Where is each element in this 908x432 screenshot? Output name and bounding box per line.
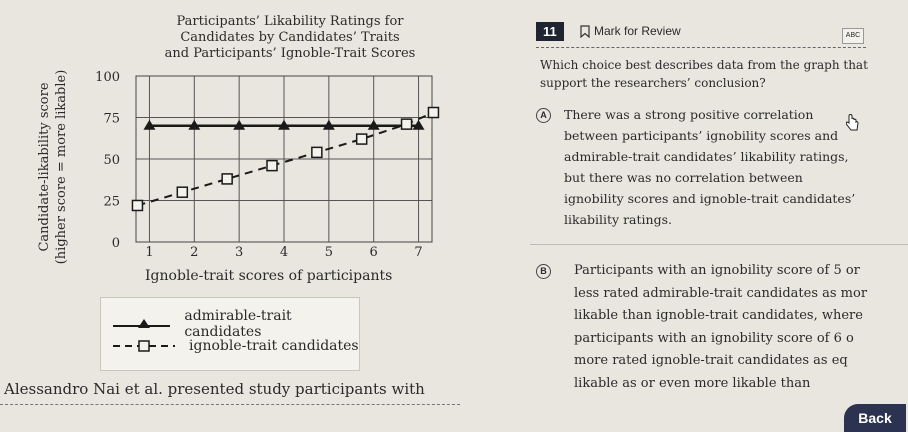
- y-axis-label-line: Candidate-likability score: [37, 82, 52, 252]
- divider: [0, 404, 460, 405]
- y-tick-label: 0: [111, 236, 120, 251]
- stimulus-text: Alessandro Nai et al. presented study participants with: [4, 380, 425, 398]
- y-tick-label: 25: [103, 194, 120, 210]
- legend-item-ignoble: [113, 338, 359, 354]
- legend-label: ignoble-trait candidates: [189, 338, 359, 354]
- chart-title-line: Participants’ Likability Ratings for: [176, 14, 404, 29]
- choice-line: likability ratings.: [564, 212, 672, 227]
- x-tick-label: 2: [190, 245, 199, 260]
- data-point-ignoble: [177, 187, 187, 197]
- question-prompt: Which choice best describes data from the graph that support the researchers’ conclusion?: [540, 58, 868, 90]
- mark-for-review-label: Mark for Review: [594, 24, 681, 38]
- choice-letter: B: [536, 264, 551, 279]
- data-point-ignoble: [222, 174, 232, 184]
- data-point-ignoble: [428, 108, 438, 118]
- choice-line: There was a strong positive correlation: [564, 107, 814, 122]
- x-tick-label: 7: [414, 245, 423, 260]
- y-axis-label-line: (higher score = more likable): [54, 69, 69, 265]
- chart-title-line: and Participants’ Ignoble-Trait Scores: [164, 46, 416, 61]
- triangle-marker-icon: [113, 317, 170, 331]
- x-axis-label: Ignoble-trait scores of participants: [145, 268, 393, 284]
- y-tick-label: 100: [95, 70, 120, 85]
- abc-eliminator-button[interactable]: ABC: [842, 28, 864, 44]
- choice-line: Participants with an ignobility score of 5 or: [574, 263, 860, 278]
- data-point-ignoble: [357, 134, 367, 144]
- y-tick-label: 50: [103, 153, 120, 168]
- chart-legend: [100, 297, 360, 371]
- line-chart: [0, 0, 500, 270]
- x-tick-label: 1: [145, 245, 154, 260]
- chart-title-line: Candidates by Candidates’ Traits: [180, 30, 400, 45]
- choice-divider: [530, 244, 908, 245]
- x-tick-label: 4: [279, 245, 289, 260]
- choice-letter: A: [536, 108, 551, 123]
- x-tick-label: 5: [324, 245, 333, 260]
- data-point-ignoble: [312, 147, 322, 157]
- data-point-ignoble: [267, 161, 277, 171]
- bookmark-icon: [580, 25, 590, 38]
- choice-line: likable as or even more likable than: [574, 375, 811, 391]
- answer-choice-b[interactable]: [536, 260, 908, 390]
- choice-line: but there was no correlation between: [564, 170, 803, 185]
- x-tick-label: 6: [369, 245, 378, 260]
- choice-line: less rated admirable-trait candidates as mor: [574, 285, 868, 301]
- y-tick-label: 75: [103, 111, 120, 127]
- square-marker-icon: [113, 339, 175, 353]
- choice-line: between participants’ ignobility scores and: [564, 128, 839, 143]
- choice-text: [574, 260, 908, 395]
- data-point-ignoble: [132, 200, 142, 210]
- header-divider: [536, 47, 866, 48]
- back-button[interactable]: Back: [844, 404, 906, 432]
- legend-item-admirable: [113, 308, 359, 340]
- choice-line: ignobility scores and ignoble-trait candidates’: [564, 191, 856, 206]
- choice-line: likable than ignoble-trait candidates, where: [574, 308, 863, 323]
- data-point-ignoble: [402, 119, 412, 129]
- choice-line: participants with an ignobility score of 6 o: [574, 330, 854, 346]
- choice-line: admirable-trait candidates’ likability ratings,: [564, 149, 849, 164]
- question-panel: [500, 0, 908, 432]
- mark-for-review-button[interactable]: [580, 24, 681, 38]
- question-number: 11: [536, 22, 564, 41]
- legend-label: admirable-trait candidates: [184, 308, 292, 340]
- x-tick-label: 3: [235, 245, 244, 260]
- mouse-cursor-icon: [846, 114, 860, 132]
- choice-line: more rated ignoble-trait candidates as eq: [574, 353, 848, 368]
